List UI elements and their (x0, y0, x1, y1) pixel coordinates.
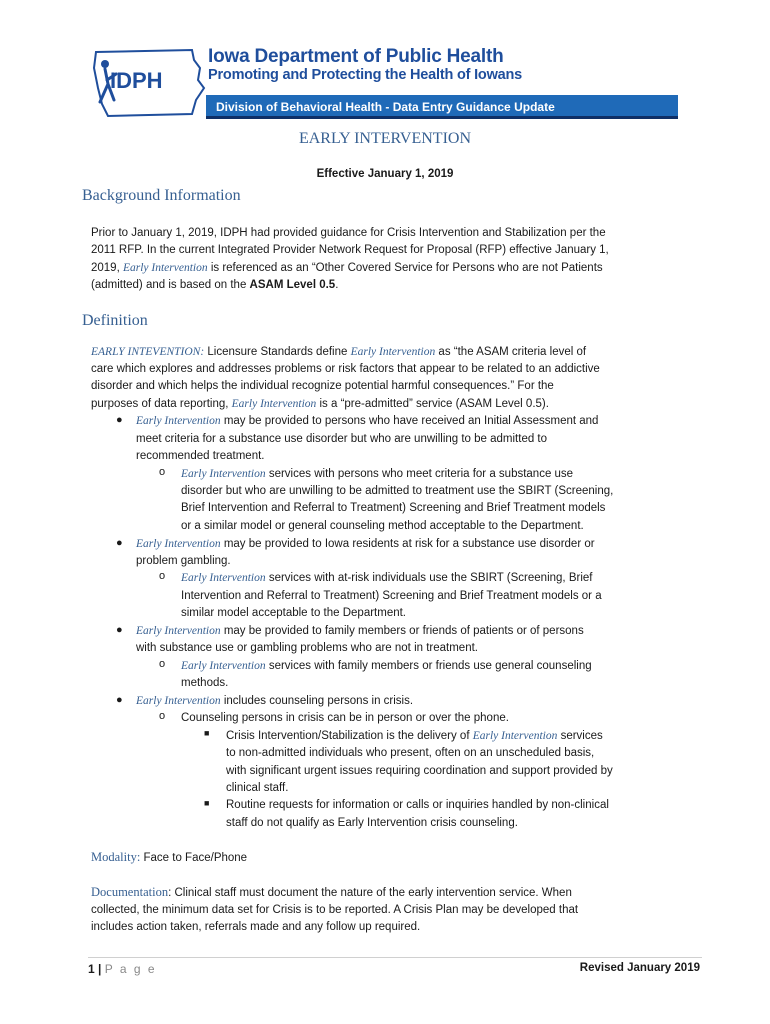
modality-label: Modality: (91, 850, 141, 864)
bullet-1-line-1: Early Intervention may be provided to persons who have received an Initial Assessment and (136, 415, 599, 427)
bullet-2-line-1: Early Intervention may be provided to Iowa residents at risk for a substance use disorder or (136, 538, 595, 550)
documentation-line-3: includes action taken, referrals made and any follow up required. (91, 921, 421, 933)
bullet-3-line-1: Early Intervention may be provided to family members or friends of patients or of persons (136, 625, 584, 637)
bullet-1-line-3: recommended treatment. (136, 450, 265, 462)
sub-bullet-circle: o (159, 466, 166, 478)
documentation-label: Documentation (91, 885, 169, 899)
background-line-4: (admitted) and is based on the ASAM Level 0.5. (91, 279, 339, 291)
bullet-dot: ● (116, 624, 123, 636)
square-bullet: ■ (204, 728, 210, 738)
definition-line-2: care which explores and addresses problems or risk factors that appear to be related to an addictive (91, 363, 600, 375)
documentation-line-1: Documentation: Clinical staff must document the nature of the early intervention service. When (91, 885, 572, 899)
sub-bullet-circle: o (159, 658, 166, 670)
idph-logo (88, 44, 206, 120)
bullet-4-line-1: Early Intervention includes counseling persons in crisis. (136, 695, 414, 707)
square-bullet: ■ (204, 798, 210, 808)
background-line-1: Prior to January 1, 2019, IDPH had provided guidance for Crisis Intervention and Stabilization per the (91, 227, 606, 239)
documentation-line-2: collected, the minimum data set for Crisis is to be reported. A Crisis Plan may be developed that (91, 904, 579, 916)
sub-bullet-circle: o (159, 570, 166, 582)
bullet-3-line-2: with substance use or gambling problems who are not in treatment. (136, 642, 478, 654)
sub-bullet-2-line-1: Early Intervention services with at-risk individuals use the SBIRT (Screening, Brief (181, 572, 593, 584)
sub-bullet-circle: o (159, 710, 166, 722)
background-line-3: 2019, Early Intervention is referenced as an “Other Covered Service for Persons who are not Patients (91, 262, 603, 274)
sub-bullet-3-line-1: Early Intervention services with family members or friends use general counseling (181, 660, 592, 672)
bullet-dot: ● (116, 537, 123, 549)
sub-bullet-3-line-2: methods. (181, 677, 229, 689)
page-number: 1 | P a g e (88, 962, 157, 976)
org-name: Iowa Department of Public Health (208, 46, 504, 67)
bullet-1-line-2: meet criteria for a substance use disorder but who are unwilling to be admitted to (136, 433, 548, 445)
tertiary-1-line-1: Crisis Intervention/Stabilization is the delivery of Early Intervention services (226, 730, 603, 742)
background-heading: Background Information (82, 187, 241, 204)
definition-heading: Definition (82, 312, 148, 329)
modality-line: Modality: Face to Face/Phone (91, 850, 248, 864)
bullet-dot: ● (116, 414, 123, 426)
tertiary-1-line-4: clinical staff. (226, 782, 289, 794)
sub-bullet-2-line-2: Intervention and Referral to Treatment) Screening and Brief Treatment models or a (181, 590, 602, 602)
definition-line-1: EARLY INTEVENTION: Licensure Standards define Early Intervention as “the ASAM criteria level of (91, 346, 587, 358)
footer-divider (88, 957, 702, 958)
tertiary-1-line-3: with significant urgent issues requiring coordination and support provided by (226, 765, 613, 777)
tertiary-2-line-1: Routine requests for information or calls or inquiries handled by non-clinical (226, 799, 609, 811)
effective-date: Effective January 1, 2019 (316, 168, 454, 180)
definition-line-3: disorder and which helps the individual recognize potential harmful consequences.” For the (91, 380, 554, 392)
org-tagline: Promoting and Protecting the Health of Iowans (208, 67, 523, 83)
sub-bullet-4-line-1: Counseling persons in crisis can be in person or over the phone. (181, 712, 509, 724)
bullet-dot: ● (116, 694, 123, 706)
revised-date: Revised January 2019 (579, 962, 700, 974)
sub-bullet-2-line-3: similar model acceptable to the Department. (181, 607, 406, 619)
bullet-2-line-2: problem gambling. (136, 555, 231, 567)
tertiary-1-line-2: to non-admitted individuals who present, often on an unscheduled basis, (226, 747, 595, 759)
sub-bullet-1-line-2: disorder but who are unwilling to be admitted to treatment use the SBIRT (Screening, (181, 485, 614, 497)
definition-line-4: purposes of data reporting, Early Intervention is a “pre-admitted” service (ASAM Level 0.5). (91, 398, 549, 410)
tertiary-2-line-2: staff do not qualify as Early Intervention crisis counseling. (226, 817, 518, 829)
page-title: EARLY INTERVENTION (298, 130, 472, 147)
sub-bullet-1-line-3: Brief Intervention and Referral to Treatment) Screening and Brief Treatment models (181, 502, 606, 514)
logo-text: IDPH (110, 68, 163, 93)
division-banner: Division of Behavioral Health - Data Entry Guidance Update (206, 95, 678, 119)
sub-bullet-1-line-4: or a similar model or general counseling method acceptable to the Department. (181, 520, 584, 532)
background-line-2: 2011 RFP. In the current Integrated Provider Network Request for Proposal (RFP) effective January 1, (91, 244, 609, 256)
sub-bullet-1-line-1: Early Intervention services with persons who meet criteria for a substance use (181, 468, 574, 480)
